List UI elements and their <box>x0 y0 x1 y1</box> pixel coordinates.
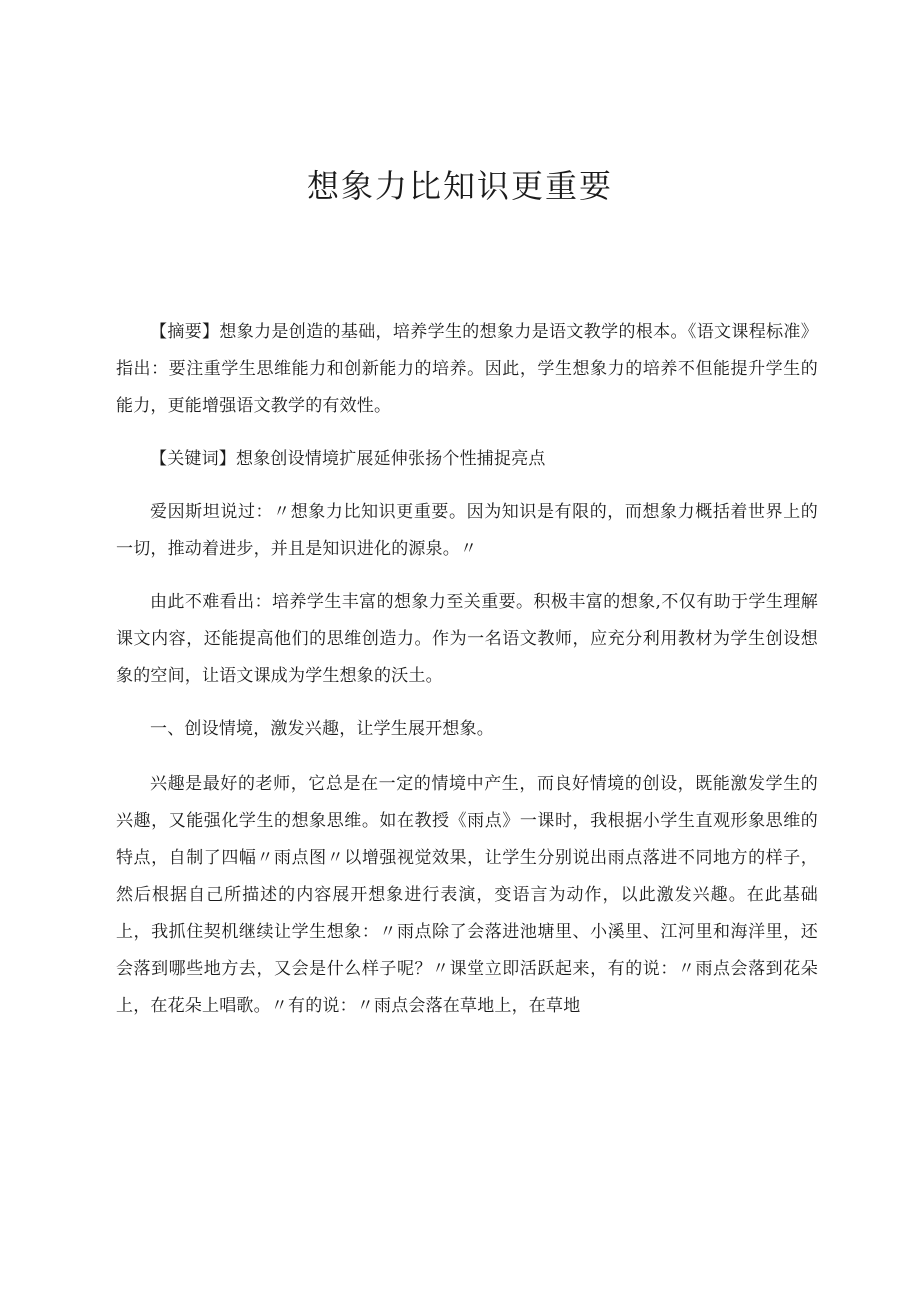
abstract-paragraph: 【摘要】想象力是创造的基础，培养学生的想象力是语文教学的根本。《语文课程标准》指出：要注重学生思维能力和创新能力的培养。因此，学生想象力的培养不但能提升学生的能力，更能增强语文教学的有效性。 <box>116 322 818 416</box>
document-body <box>116 314 818 1041</box>
body-paragraph: 由此不难看出：培养学生丰富的想象力至关重要。积极丰富的想象,不仅有助于学生理解课文内容，还能提高他们的思维创造力。作为一名语文教师，应充分利用教材为学生创设想象的空间，让语文课成为学生想象的沃土。 <box>116 592 818 686</box>
section-heading: 一、创设情境，激发兴趣，让学生展开想象。 <box>150 719 494 739</box>
keywords-paragraph: 【关键词】想象创设情境扩展延伸张扬个性捕捉亮点 <box>150 449 546 469</box>
document-title: 想象力比知识更重要 <box>306 167 613 205</box>
quote-paragraph: 爱因斯坦说过：〃想象力比知识更重要。因为知识是有限的，而想象力概括着世界上的一切，推动着进步，并且是知识进化的源泉。〃 <box>116 502 818 559</box>
body-paragraph: 兴趣是最好的老师，它总是在一定的情境中产生，而良好情境的创设，既能激发学生的兴趣，又能强化学生的想象思维。如在教授《雨点》一课时，我根据小学生直观形象思维的特点，自制了四幅〃雨点图〃以增强视觉效果，让学生分别说出雨点落进不同地方的样子，然后根据自己所描述的内容展开想象进行表演，变语言为动作，以此激发兴趣。在此基础上，我抓住契机继续让学生想象：〃雨点除了会落进池塘里、小溪里、江河里和海洋里，还会落到哪些地方去，又会是什么样子呢？〃课堂立即活跃起来，有的说：〃雨点会落到花朵上，在花朵上唱歌。〃有的说：〃雨点会落在草地上，在草地 <box>116 774 818 1016</box>
